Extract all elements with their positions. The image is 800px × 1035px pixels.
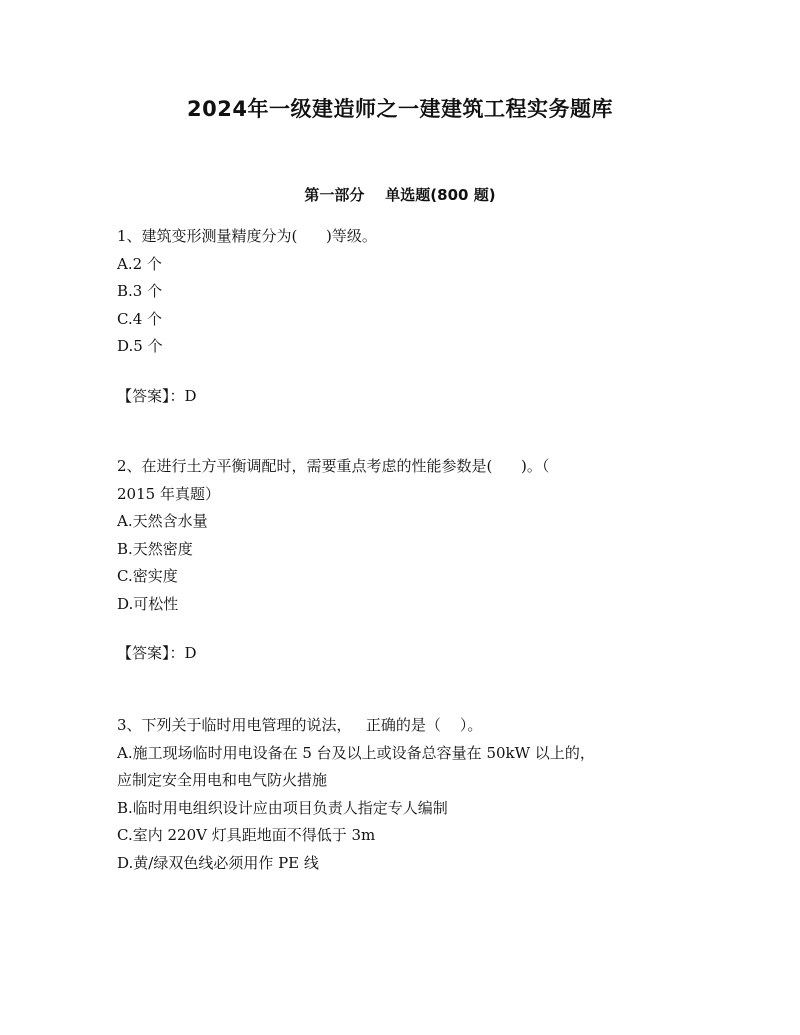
question-3 [117, 712, 687, 877]
question-3-option-a: A.施工现场临时用电设备在 5 台及以上或设备总容量在 50kW 以上的， [117, 743, 595, 762]
question-1-option-d: D.5 个 [117, 337, 163, 355]
question-3-option-d: D.黄/绿双色线必须用作 PE 线 [117, 853, 319, 872]
question-2-option-a: A.天然含水量 [117, 512, 208, 530]
question-1-option-b: B.3 个 [117, 282, 163, 300]
question-2-stem-line-2: 2015 年真题） [117, 484, 220, 503]
question-3-option-c: C.室内 220V 灯具距地面不得低于 3m [117, 826, 376, 844]
question-2-option-c: C.密实度 [117, 567, 178, 585]
question-2-stem-line-1: 2、在进行土方平衡调配时，需要重点考虑的性能参数是( )。（ [117, 457, 550, 475]
question-3-stem: 3、下列关于临时用电管理的说法， 正确的是（ ）。 [117, 716, 483, 734]
section-heading: 第一部分 单选题(800 题) [304, 186, 496, 204]
document-title: 2024年一级建造师之一建建筑工程实务题库 [187, 97, 613, 121]
question-3-option-a-continued: 应制定安全用电和电气防火措施 [117, 771, 328, 789]
question-1-stem: 1、建筑变形测量精度分为( )等级。 [117, 227, 377, 245]
question-1-option-c: C.4 个 [117, 309, 163, 328]
question-1 [117, 223, 687, 410]
question-2 [117, 453, 687, 668]
question-1-answer: 【答案】：D [117, 386, 197, 405]
question-2-option-b: B.天然密度 [117, 539, 193, 558]
question-2-option-d: D.可松性 [117, 594, 179, 613]
question-2-answer: 【答案】：D [117, 644, 197, 662]
question-3-option-b: B.临时用电组织设计应由项目负责人指定专人编制 [117, 798, 448, 817]
question-1-option-a: A.2 个 [117, 254, 162, 273]
